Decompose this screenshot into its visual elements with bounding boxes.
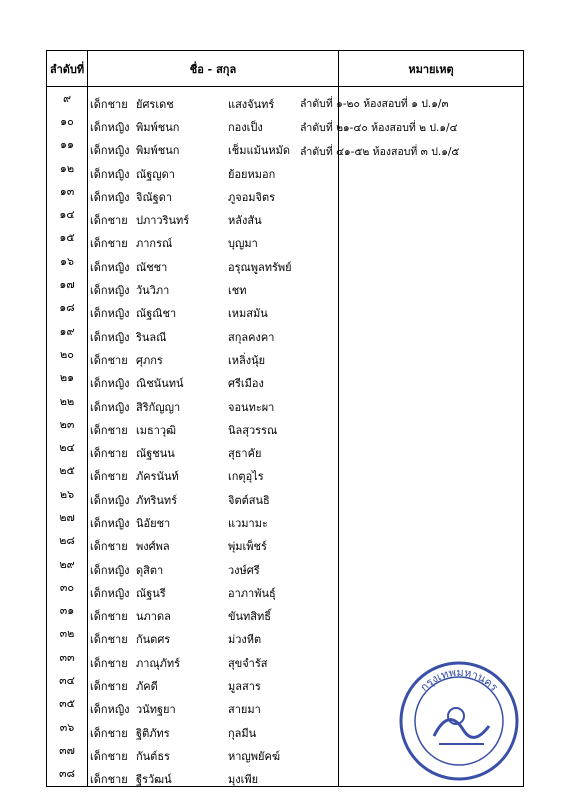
row-number: ๑๔ — [47, 203, 88, 226]
name-title: เด็กชาย — [90, 726, 128, 740]
name-title: เด็กหญิง — [90, 493, 130, 507]
row-number: ๒๙ — [47, 553, 88, 576]
name-title: เด็กชาย — [90, 353, 128, 367]
name-title: เด็กหญิง — [90, 330, 130, 344]
row-note — [339, 483, 524, 506]
last-name: เชท — [228, 284, 247, 298]
first-name: พงศ์พล — [136, 540, 170, 554]
name-title: เด็กหญิง — [90, 284, 130, 298]
first-name: ณัฐณิชา — [136, 307, 177, 321]
row-note — [339, 530, 524, 553]
row-name — [88, 646, 339, 669]
first-name: นิอัยชา — [136, 516, 171, 530]
row-number: ๑๓ — [47, 180, 88, 203]
first-name: จิณัฐดา — [136, 190, 173, 204]
last-name: แวมามะ — [228, 516, 268, 530]
first-name: ณัฐญดา — [136, 167, 175, 181]
row-name — [88, 320, 339, 343]
row-name — [88, 367, 339, 390]
row-name — [88, 716, 339, 739]
row-note — [339, 203, 524, 226]
row-note — [339, 367, 524, 390]
name-title: เด็กชาย — [90, 540, 128, 554]
row-note — [339, 390, 524, 413]
first-name: ดุสิตา — [136, 563, 164, 577]
row-name — [88, 600, 339, 623]
last-name: อรุณพูลทรัพย์ — [228, 260, 292, 274]
row-number: ๒๐ — [47, 343, 88, 366]
row-number: ๓๓ — [47, 646, 88, 669]
row-name — [88, 250, 339, 273]
first-name: วนัทฐยา — [136, 703, 176, 717]
first-name: กันต์ธร — [136, 749, 170, 763]
row-number: ๑๐ — [47, 110, 88, 133]
table-header-row — [47, 51, 524, 87]
name-title: เด็กชาย — [90, 610, 128, 624]
row-note — [339, 460, 524, 483]
last-name: สายมา — [228, 703, 261, 717]
last-name: หลังสัน — [228, 214, 262, 228]
last-name: พุ่มเพ็ชร์ — [228, 540, 267, 554]
row-name — [88, 227, 339, 250]
row-name — [88, 693, 339, 716]
row-number: ๓๘ — [47, 763, 88, 787]
row-name — [88, 273, 339, 296]
name-title: เด็กชาย — [90, 680, 128, 694]
row-name — [88, 436, 339, 459]
header-name: ชื่อ - สกุล — [88, 51, 339, 87]
row-note — [339, 297, 524, 320]
row-note — [339, 600, 524, 623]
name-title: เด็กชาย — [90, 423, 128, 437]
table-row — [47, 623, 524, 646]
row-number: ๓๕ — [47, 693, 88, 716]
last-name: ย้อยหมอก — [228, 167, 276, 181]
first-name: ภัทรินทร์ — [136, 493, 178, 507]
name-title: เด็กชาย — [90, 656, 128, 670]
row-number: ๒๒ — [47, 390, 88, 413]
row-name — [88, 180, 339, 203]
last-name: จิตต์สนธิ — [228, 493, 270, 507]
table-row — [47, 320, 524, 343]
table-row — [47, 460, 524, 483]
row-number: ๓๒ — [47, 623, 88, 646]
last-name: เหมสมัน — [228, 307, 268, 321]
row-note — [339, 250, 524, 273]
table-row — [47, 390, 524, 413]
row-number: ๑๖ — [47, 250, 88, 273]
remark-line: ลำดับที่ ๒๑-๔๐ ห้องสอบที่ ๒ ป.๑/๔ — [300, 122, 458, 134]
last-name: ขันทสิทธิ์ — [228, 610, 271, 624]
name-title: เด็กหญิง — [90, 260, 130, 274]
last-name: ศรีเมือง — [228, 377, 264, 391]
name-title: เด็กหญิง — [90, 144, 130, 158]
last-name: วงษ์ศรี — [228, 563, 260, 577]
last-name: สุขจำรัส — [228, 656, 268, 670]
row-name — [88, 343, 339, 366]
row-note — [339, 180, 524, 203]
row-name — [88, 623, 339, 646]
name-title: เด็กหญิง — [90, 586, 130, 600]
table-row — [47, 436, 524, 459]
first-name: ยัศรเดช — [136, 97, 174, 111]
first-name: กันตศร — [136, 633, 171, 647]
last-name: กองเป็ง — [228, 120, 263, 134]
name-title: เด็กหญิง — [90, 516, 130, 530]
row-number: ๒๓ — [47, 413, 88, 436]
row-name — [88, 553, 339, 576]
row-name — [88, 390, 339, 413]
row-number: ๓๑ — [47, 600, 88, 623]
row-number: ๑๘ — [47, 297, 88, 320]
row-number: ๑๕ — [47, 227, 88, 250]
remarks-list — [300, 97, 480, 169]
last-name: มุงเพีย — [228, 773, 259, 787]
last-name: แสงจันทร์ — [228, 97, 275, 111]
first-name: ฐิติภัทร — [136, 726, 170, 740]
row-number: ๒๑ — [47, 367, 88, 390]
table-row — [47, 297, 524, 320]
name-title: เด็กชาย — [90, 749, 128, 763]
remark-line: ลำดับที่ ๑-๒๐ ห้องสอบที่ ๑ ป.๑/๓ — [300, 98, 449, 110]
row-number: ๓๗ — [47, 739, 88, 762]
last-name: บุญมา — [228, 237, 258, 251]
table-row — [47, 413, 524, 436]
row-name — [88, 506, 339, 529]
bangkok-seal-stamp — [394, 656, 524, 786]
table-row — [47, 203, 524, 226]
first-name: นภาดล — [136, 610, 171, 624]
row-number: ๒๔ — [47, 436, 88, 459]
last-name: เหลิ่งนุ้ย — [228, 353, 266, 367]
first-name: ภัครนันท์ — [136, 470, 179, 484]
last-name: สุธาคัย — [228, 447, 262, 461]
table-row — [47, 530, 524, 553]
name-title: เด็กหญิง — [90, 307, 130, 321]
table-row — [47, 227, 524, 250]
name-title: เด็กชาย — [90, 97, 128, 111]
last-name: มูลสาร — [228, 680, 261, 694]
last-name: เช็มแม้นหมัด — [228, 144, 290, 158]
table-row — [47, 367, 524, 390]
name-title: เด็กชาย — [90, 470, 128, 484]
row-name — [88, 413, 339, 436]
last-name: กุลมีน — [228, 726, 257, 740]
row-number: ๓๐ — [47, 576, 88, 599]
name-title: เด็กหญิง — [90, 190, 130, 204]
row-number: ๙ — [47, 87, 88, 111]
last-name: อาภาพันธุ์ — [228, 586, 276, 600]
first-name: ณัฐนรี — [136, 586, 166, 600]
row-number: ๒๗ — [47, 506, 88, 529]
table-row — [47, 600, 524, 623]
last-name: เกตุอุไร — [228, 470, 264, 484]
row-note — [339, 436, 524, 459]
first-name: ภากรณ์ — [136, 237, 173, 251]
header-note: หมายเหตุ — [339, 51, 524, 87]
first-name: พิมพ์ชนก — [136, 144, 180, 158]
name-title: เด็กหญิง — [90, 377, 130, 391]
table-row — [47, 483, 524, 506]
row-name — [88, 576, 339, 599]
row-name — [88, 297, 339, 320]
last-name: ม่วงหีต — [228, 633, 262, 647]
table-row — [47, 343, 524, 366]
name-title: เด็กหญิง — [90, 563, 130, 577]
header-no: ลำดับที่ — [47, 51, 88, 87]
row-note — [339, 227, 524, 250]
table-row — [47, 250, 524, 273]
svg-text:กรุงเทพมหานคร: กรุงเทพมหานคร — [417, 665, 501, 694]
row-name — [88, 763, 339, 787]
first-name: ฐีรวัฒน์ — [136, 773, 172, 787]
table-row — [47, 576, 524, 599]
name-title: เด็กชาย — [90, 214, 128, 228]
first-name: วันวิภา — [136, 284, 170, 298]
first-name: ภาณุภัทร์ — [136, 656, 181, 670]
table-row — [47, 273, 524, 296]
row-number: ๑๙ — [47, 320, 88, 343]
row-number: ๒๖ — [47, 483, 88, 506]
first-name: ณิชนันทน์ — [136, 377, 184, 391]
name-title: เด็กหญิง — [90, 400, 130, 414]
row-number: ๑๒ — [47, 157, 88, 180]
row-note — [339, 576, 524, 599]
row-name — [88, 739, 339, 762]
last-name: จอนทะผา — [228, 400, 275, 414]
row-note — [339, 273, 524, 296]
remark-line: ลำดับที่ ๔๑-๕๒ ห้องสอบที่ ๓ ป.๑/๕ — [300, 146, 460, 158]
first-name: ศุภกร — [136, 353, 163, 367]
row-number: ๓๔ — [47, 669, 88, 692]
row-note — [339, 506, 524, 529]
first-name: พิมพ์ชนก — [136, 120, 180, 134]
row-note — [339, 553, 524, 576]
row-number: ๑๑ — [47, 134, 88, 157]
first-name: เมธาวุฒิ — [136, 423, 177, 437]
table-row — [47, 506, 524, 529]
last-name: ภูจอมจิตร — [228, 190, 276, 204]
first-name: ภัคดี — [136, 680, 158, 694]
name-title: เด็กหญิง — [90, 120, 130, 134]
name-title: เด็กหญิง — [90, 167, 130, 181]
first-name: ณัชชา — [136, 260, 168, 274]
row-name — [88, 669, 339, 692]
row-number: ๒๘ — [47, 530, 88, 553]
name-title: เด็กชาย — [90, 633, 128, 647]
row-name — [88, 483, 339, 506]
row-name — [88, 460, 339, 483]
table-row — [47, 180, 524, 203]
row-note — [339, 623, 524, 646]
name-title: เด็กหญิง — [90, 703, 130, 717]
row-name — [88, 203, 339, 226]
first-name: รินลณี — [136, 330, 167, 344]
row-name — [88, 530, 339, 553]
row-note — [339, 343, 524, 366]
first-name: ปภาวรินทร์ — [136, 214, 190, 228]
last-name: นิลสุวรรณ — [228, 423, 278, 437]
first-name: ณัฐชนน — [136, 447, 175, 461]
row-number: ๑๗ — [47, 273, 88, 296]
name-title: เด็กชาย — [90, 773, 128, 787]
first-name: สิริกัญญา — [136, 400, 181, 414]
name-title: เด็กชาย — [90, 237, 128, 251]
row-number: ๓๖ — [47, 716, 88, 739]
name-title: เด็กชาย — [90, 447, 128, 461]
table-row — [47, 553, 524, 576]
last-name: หาญพยัคฆ์ — [228, 749, 281, 763]
last-name: สกุลคงคา — [228, 330, 275, 344]
row-note — [339, 320, 524, 343]
row-note — [339, 413, 524, 436]
row-number: ๒๕ — [47, 460, 88, 483]
